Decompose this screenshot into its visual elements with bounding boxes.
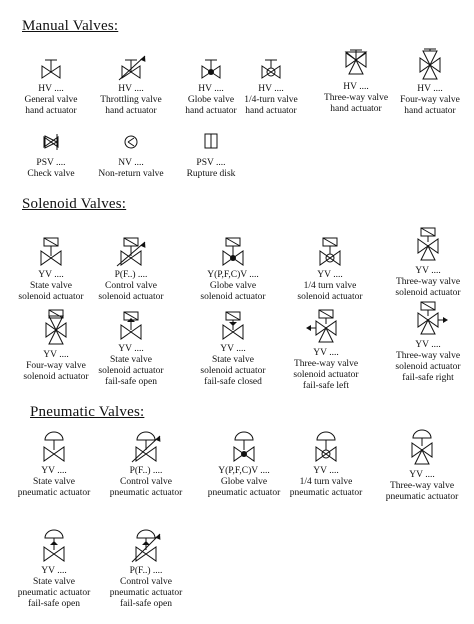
valve-symbol-item <box>8 430 100 499</box>
state-valve-solenoid-actuator-icon <box>5 236 97 268</box>
valve-description-label: 1/4-turn valve <box>244 95 298 105</box>
valve-description-label: pneumatic actuator <box>289 488 363 498</box>
valve-symbol-item <box>85 310 177 388</box>
state-valve-pneumatic-fail-safe-open-icon <box>8 528 100 564</box>
valve-description-label: pneumatic actuator <box>207 488 281 498</box>
section-title: Pneumatic Valves: <box>30 404 145 420</box>
valve-tag-label: YV .... <box>317 270 343 280</box>
valve-tag-label: YV .... <box>415 340 441 350</box>
valve-description-label: State valve <box>110 355 152 365</box>
valve-symbol-item <box>280 310 372 392</box>
valve-description-label: solenoid actuator <box>395 362 461 372</box>
valve-symbol-item <box>5 126 97 180</box>
four-way-valve-hand-actuator-icon <box>384 48 474 82</box>
valve-description-label: 1/4 turn valve <box>303 281 357 291</box>
valve-description-label: fail-safe left <box>302 381 350 391</box>
valve-tag-label: YV .... <box>415 266 441 276</box>
valve-description-label: State valve <box>212 355 254 365</box>
valve-description-label: fail-safe open <box>28 599 80 609</box>
valve-symbol-item <box>85 236 177 303</box>
valve-tag-label: YV .... <box>43 350 69 360</box>
valve-symbol-item <box>382 228 474 299</box>
valve-description-label: solenoid actuator <box>200 292 266 302</box>
globe-valve-solenoid-actuator-icon <box>187 236 279 268</box>
valve-description-label: solenoid actuator <box>297 292 363 302</box>
valve-description-label: Four-way valve <box>26 361 86 371</box>
valve-description-label: fail-safe open <box>105 377 157 387</box>
control-valve-pneumatic-actuator-icon <box>100 430 192 464</box>
valve-description-label: Three-way valve <box>395 277 461 287</box>
valve-tag-label: PSV .... <box>196 158 226 168</box>
quarter-turn-valve-hand-actuator-icon <box>225 52 317 82</box>
valve-symbol-item <box>85 126 177 180</box>
valve-description-label: Non-return valve <box>98 169 164 179</box>
valve-description-label: pneumatic actuator <box>109 588 183 598</box>
valve-description-label: State valve <box>33 477 75 487</box>
valve-tag-label: YV .... <box>409 470 435 480</box>
valve-description-label: Control valve <box>120 577 172 587</box>
valve-tag-label: HV .... <box>118 84 144 94</box>
valve-description-label: Throttling valve <box>100 95 162 105</box>
valve-description-label: Rupture disk <box>186 169 236 179</box>
section-title: Solenoid Valves: <box>22 196 127 212</box>
valve-description-label: Globe valve <box>220 477 268 487</box>
valve-symbol-item <box>187 310 279 388</box>
valve-description-label: State valve <box>30 281 72 291</box>
rupture-disk-icon <box>165 126 257 156</box>
valve-tag-label: HV .... <box>258 84 284 94</box>
valve-description-label: fail-safe closed <box>204 377 262 387</box>
valve-description-label: hand actuator <box>185 106 237 116</box>
valve-description-label: 1/4 turn valve <box>299 477 353 487</box>
globe-valve-pneumatic-actuator-icon <box>198 430 290 464</box>
valve-symbol-item <box>384 48 474 117</box>
state-valve-pneumatic-actuator-icon <box>8 430 100 464</box>
valve-description-label: Three-way valve <box>389 481 455 491</box>
valve-description-label: State valve <box>33 577 75 587</box>
valve-description-label: Control valve <box>105 281 157 291</box>
valve-description-label: pneumatic actuator <box>17 488 91 498</box>
valve-symbol-item <box>165 126 257 180</box>
valve-description-label: Three-way valve <box>395 351 461 361</box>
valve-description-label: Globe valve <box>209 281 257 291</box>
valve-description-label: solenoid actuator <box>98 292 164 302</box>
valve-tag-label: P(F..) .... <box>114 270 148 280</box>
valve-description-label: hand actuator <box>105 106 157 116</box>
valve-tag-label: HV .... <box>38 84 64 94</box>
valve-tag-label: YV .... <box>313 466 339 476</box>
valve-tag-label: Y(P,F,C)V .... <box>218 466 270 476</box>
valve-tag-label: NV .... <box>118 158 144 168</box>
three-way-valve-solenoid-fail-safe-left-icon <box>280 310 372 346</box>
valve-description-label: solenoid actuator <box>18 292 84 302</box>
valve-description-label: pneumatic actuator <box>385 492 459 502</box>
valve-tag-label: YV .... <box>41 466 67 476</box>
valve-description-label: solenoid actuator <box>98 366 164 376</box>
valve-description-label: solenoid actuator <box>293 370 359 380</box>
three-way-valve-solenoid-actuator-icon <box>382 228 474 264</box>
valve-description-label: hand actuator <box>25 106 77 116</box>
valve-tag-label: YV .... <box>38 270 64 280</box>
three-way-valve-solenoid-fail-safe-right-icon <box>382 302 474 338</box>
valve-description-label: solenoid actuator <box>395 288 461 298</box>
valve-symbol-item <box>5 52 97 117</box>
valve-tag-label: YV .... <box>118 344 144 354</box>
valve-description-label: solenoid actuator <box>200 366 266 376</box>
valve-symbol-item <box>8 528 100 610</box>
valve-description-label: Four-way valve <box>400 95 460 105</box>
quarter-turn-valve-solenoid-actuator-icon <box>284 236 376 268</box>
section-title: Manual Valves: <box>22 18 119 34</box>
valve-symbol-item <box>187 236 279 303</box>
valve-description-label: hand actuator <box>404 106 456 116</box>
valve-symbol-item <box>280 430 372 499</box>
valve-description-label: Control valve <box>120 477 172 487</box>
valve-tag-label: PSV .... <box>36 158 66 168</box>
valve-description-label: solenoid actuator <box>23 372 89 382</box>
three-way-valve-pneumatic-actuator-icon <box>376 430 468 468</box>
valve-symbol-item <box>382 302 474 384</box>
valve-description-label: hand actuator <box>330 104 382 114</box>
valve-tag-label: P(F..) .... <box>129 466 163 476</box>
valve-description-label: fail-safe open <box>120 599 172 609</box>
state-valve-solenoid-fail-safe-closed-icon <box>187 310 279 342</box>
valve-symbol-item <box>198 430 290 499</box>
control-valve-solenoid-actuator-icon <box>85 236 177 268</box>
valve-description-label: Three-way valve <box>293 359 359 369</box>
valve-symbol-item <box>100 430 192 499</box>
non-return-valve-icon <box>85 126 177 156</box>
valve-tag-label: HV .... <box>343 82 369 92</box>
valve-symbol-item <box>284 236 376 303</box>
general-valve-hand-actuator-icon <box>5 52 97 82</box>
valve-symbol-item <box>100 528 192 610</box>
valve-description-label: hand actuator <box>245 106 297 116</box>
throttling-valve-hand-actuator-icon <box>85 52 177 82</box>
check-valve-icon <box>5 126 97 156</box>
valve-symbol-item <box>225 52 317 117</box>
valve-tag-label: YV .... <box>313 348 339 358</box>
valve-symbol-item <box>85 52 177 117</box>
valve-tag-label: HV .... <box>198 84 224 94</box>
valve-tag-label: Y(P,F,C)V .... <box>207 270 259 280</box>
control-valve-pneumatic-fail-safe-open-icon <box>100 528 192 564</box>
valve-description-label: fail-safe right <box>402 373 454 383</box>
valve-symbol-item <box>5 236 97 303</box>
valve-description-label: pneumatic actuator <box>109 488 183 498</box>
valve-tag-label: YV .... <box>41 566 67 576</box>
valve-description-label: General valve <box>24 95 78 105</box>
valve-symbol-item <box>376 430 468 503</box>
quarter-turn-valve-pneumatic-actuator-icon <box>280 430 372 464</box>
valve-description-label: pneumatic actuator <box>17 588 91 598</box>
valve-description-label: Check valve <box>27 169 75 179</box>
valve-description-label: Three-way valve <box>323 93 389 103</box>
state-valve-solenoid-fail-safe-open-icon <box>85 310 177 342</box>
valve-tag-label: YV .... <box>220 344 246 354</box>
valve-tag-label: HV .... <box>417 84 443 94</box>
valve-description-label: Globe valve <box>187 95 235 105</box>
valve-tag-label: P(F..) .... <box>129 566 163 576</box>
